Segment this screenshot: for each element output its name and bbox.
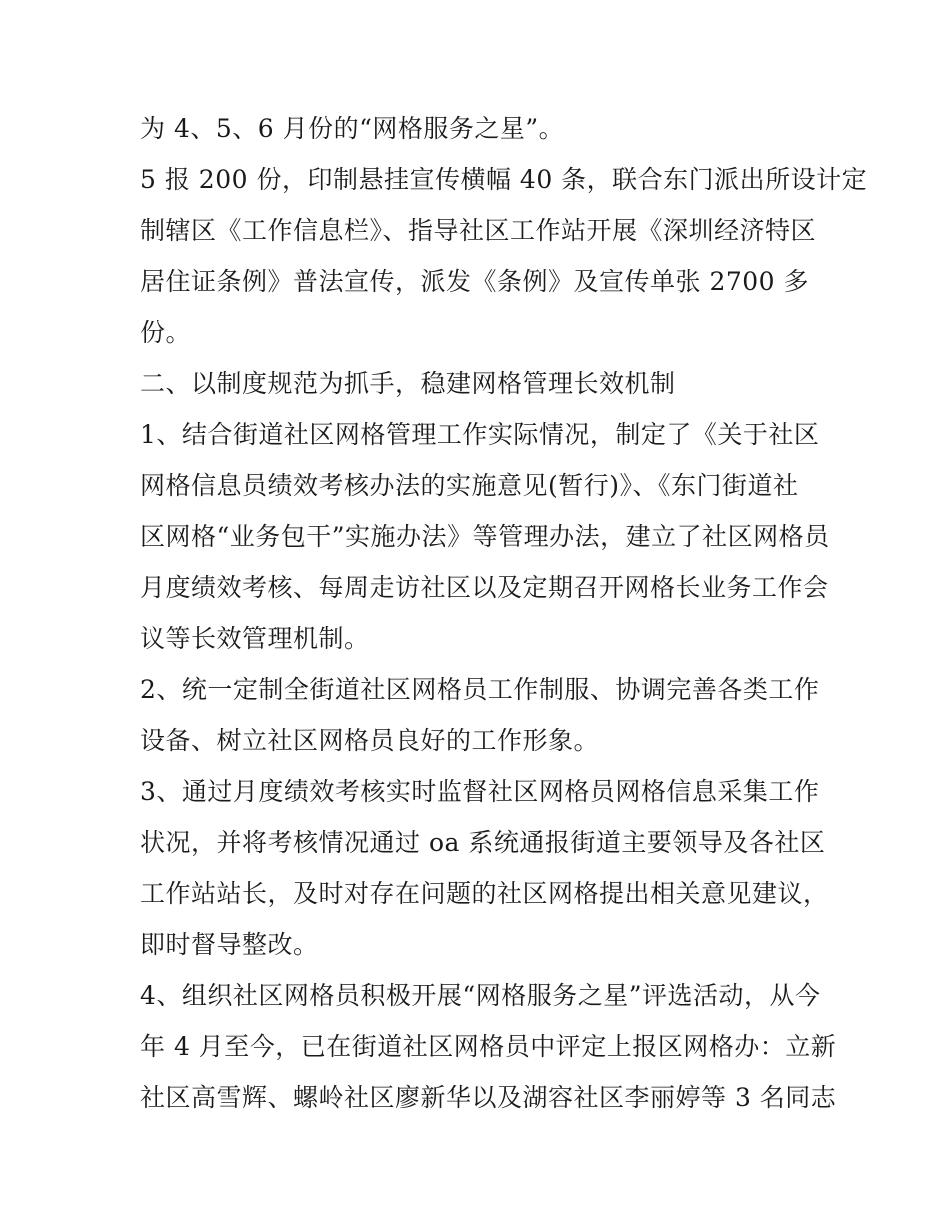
text-line: 3、通过月度绩效考核实时监督社区网格员网格信息采集工作 bbox=[140, 777, 820, 806]
text-line: 区网格“业务包干”实施办法》等管理办法，建立了社区网格员 bbox=[140, 522, 830, 551]
section-heading: 二、以制度规范为抓手，稳建网格管理长效机制 bbox=[140, 369, 676, 398]
text-line: 1、结合街道社区网格管理工作实际情况，制定了《关于社区 bbox=[140, 420, 820, 449]
text-line: 即时督导整改。 bbox=[140, 930, 319, 959]
text-line: 4、组织社区网格员积极开展“网格服务之星”评选活动，从今 bbox=[140, 981, 821, 1010]
text-line: 社区高雪辉、螺岭社区廖新华以及湖容社区李丽婷等 3 名同志 bbox=[140, 1083, 837, 1112]
text-line: 工作站站长，及时对存在问题的社区网格提出相关意见建议， bbox=[140, 879, 829, 908]
text-line: 份。 bbox=[140, 318, 192, 347]
text-line: 月度绩效考核、每周走访社区以及定期召开网格长业务工作会 bbox=[140, 573, 829, 602]
text-line: 网格信息员绩效考核办法的实施意见(暂行)》、《东门街道社 bbox=[140, 471, 799, 500]
text-line: 年 4 月至今，已在街道社区网格员中评定上报区网格办：立新 bbox=[140, 1032, 837, 1061]
text-line: 设备、树立社区网格员良好的工作形象。 bbox=[140, 726, 600, 755]
text-line: 制辖区《工作信息栏》、指导社区工作站开展《深圳经济特区 bbox=[140, 216, 817, 245]
text-line: 议等长效管理机制。 bbox=[140, 624, 370, 653]
text-line: 状况，并将考核情况通过 oa 系统通报街道主要领导及各社区 bbox=[140, 828, 826, 857]
text-line: 居住证条例》普法宣传，派发《条例》及宣传单张 2700 多 bbox=[140, 267, 810, 296]
text-line: 2、统一定制全街道社区网格员工作制服、协调完善各类工作 bbox=[140, 675, 820, 704]
text-line: 5 报 200 份，印制悬挂宣传横幅 40 条，联合东门派出所设计定 bbox=[140, 165, 868, 194]
text-line: 为 4、5、6 月份的“网格服务之星”。 bbox=[140, 114, 565, 143]
document-body bbox=[140, 103, 868, 1123]
